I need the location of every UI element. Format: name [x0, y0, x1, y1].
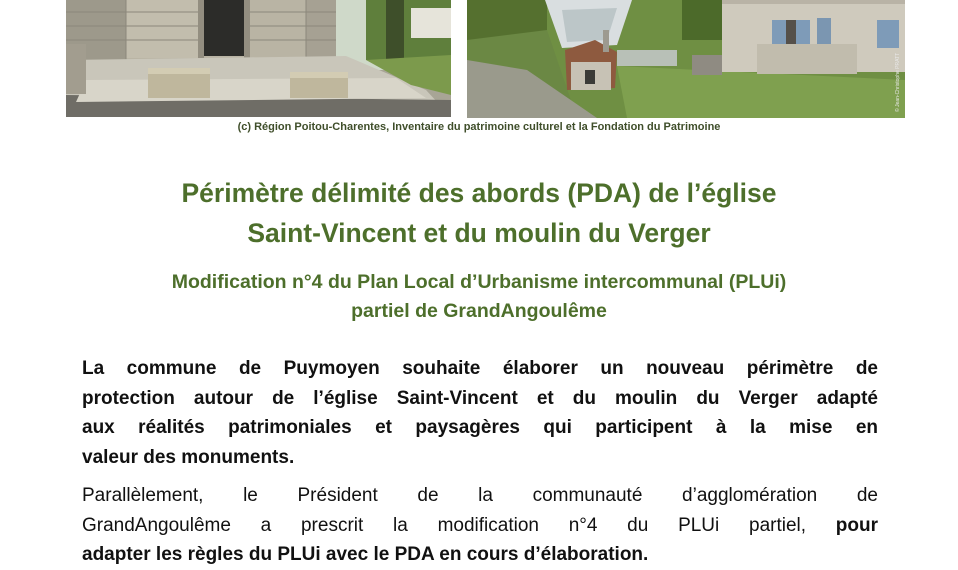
paragraph-line: valeur des monuments. [82, 446, 295, 468]
mill-photo [467, 0, 905, 118]
paragraph-line: aux réalités patrimoniales et paysagères qui participent à la mise en [82, 417, 878, 438]
paragraph-emphasis: pour [835, 514, 878, 536]
title-line-1: Périmètre délimité des abords (PDA) de l’église [181, 178, 777, 208]
second-paragraph [82, 481, 878, 570]
paragraph-emphasis: adapter les règles du PLUi avec le PDA en cours d’élaboration. [82, 544, 649, 565]
paragraph-line: Parallèlement, le Président de la communauté d’agglomération de [82, 485, 878, 506]
title-line-2: Saint-Vincent et du moulin du Verger [247, 218, 711, 248]
subtitle-line-1: Modification n°4 du Plan Local d’Urbanisme intercommunal (PLUi) [171, 271, 787, 293]
subtitle-line-2: partiel de GrandAngoulême [351, 300, 607, 322]
paragraph-text: GrandAngoulême a prescrit la modification n°4 du PLUi partiel, [82, 514, 836, 536]
page-title [60, 173, 898, 253]
paragraph-line [82, 511, 878, 541]
church-photo [66, 0, 451, 117]
paragraph-line: protection autour de l’église Saint-Vincent et du moulin du Verger adapté [82, 387, 878, 409]
photo-watermark: © Jean-Christophe PRATT [895, 52, 901, 112]
paragraph-line: La commune de Puymoyen souhaite élaborer un nouveau périmètre de [82, 358, 878, 379]
photo-caption: (c) Région Poitou-Charentes, Inventaire du patrimoine culturel et la Fondation du Patrimoine [237, 121, 721, 133]
intro-paragraph [82, 354, 878, 472]
page-subtitle [60, 268, 898, 326]
